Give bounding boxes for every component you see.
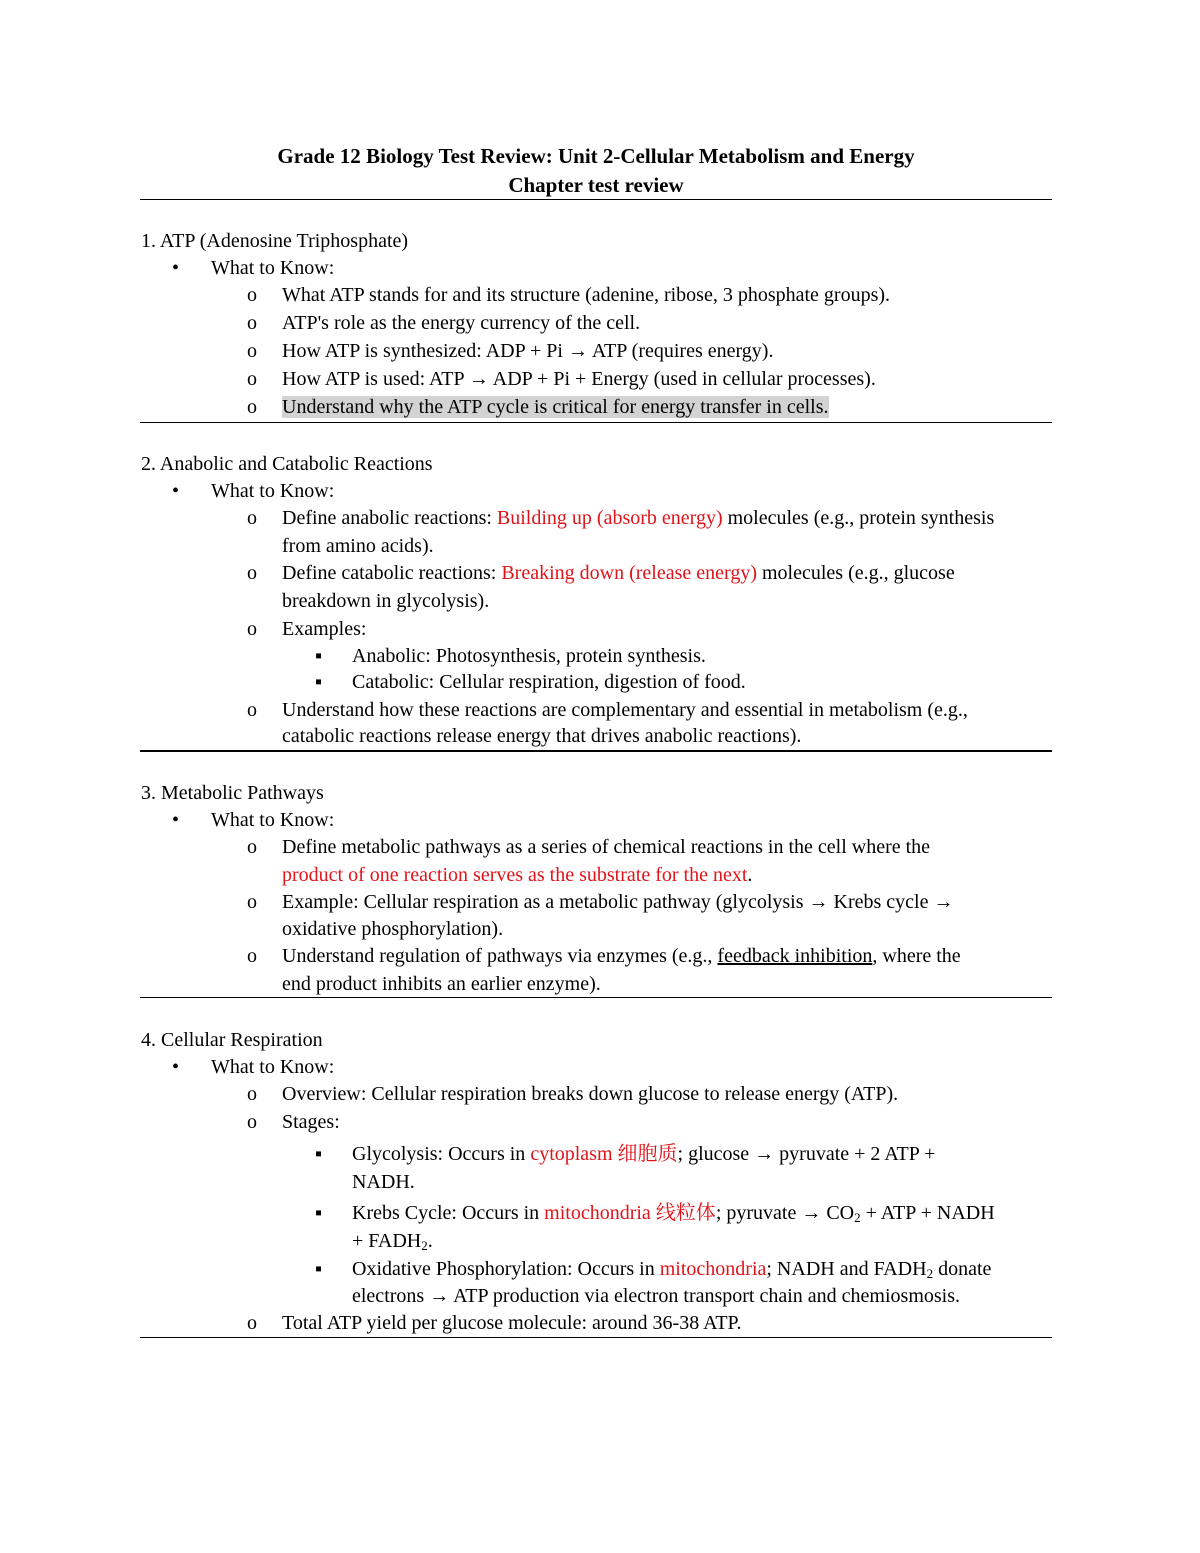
sub-list-item: Catabolic: Cellular respiration, digestion of food. xyxy=(352,671,746,693)
page-header xyxy=(140,142,1052,200)
text-run: + ATP + NADH xyxy=(860,1202,995,1224)
section-2-heading: 2. Anabolic and Catabolic Reactions xyxy=(141,453,433,475)
list-item: Define metabolic pathways as a series of chemical reactions in the cell where the xyxy=(282,836,931,858)
what-to-know-label: What to Know: xyxy=(211,1056,335,1078)
sub-list-item-continuation: electrons → ATP production via electron transport chain and chemiosmosis. xyxy=(352,1285,961,1307)
list-item xyxy=(282,943,961,970)
header-divider xyxy=(140,199,1052,200)
list-marker: ▪ xyxy=(315,645,323,667)
list-marker: ▪ xyxy=(315,1258,323,1280)
list-marker: ▪ xyxy=(315,1202,323,1224)
red-text: mitochondria xyxy=(659,1258,767,1280)
what-to-know-label: What to Know: xyxy=(211,480,335,502)
sub-list-item: Anabolic: Photosynthesis, protein synthesis. xyxy=(352,645,706,667)
list-marker: o xyxy=(247,618,257,640)
list-marker: o xyxy=(247,340,257,362)
bullet-marker: • xyxy=(172,1056,180,1078)
list-item: ATP's role as the energy currency of the cell. xyxy=(282,312,641,334)
list-marker: o xyxy=(247,368,257,390)
text-run: ; glucose → pyruvate + 2 ATP + xyxy=(677,1143,936,1165)
subscript: 2 xyxy=(854,1210,861,1225)
page-subtitle: Chapter test review xyxy=(508,173,684,197)
text-run: Krebs Cycle: Occurs in xyxy=(352,1202,545,1224)
section-4-heading: 4. Cellular Respiration xyxy=(141,1029,323,1051)
list-item: Example: Cellular respiration as a metabolic pathway (glycolysis → Krebs cycle → xyxy=(282,891,954,913)
page-title: Grade 12 Biology Test Review: Unit 2-Cellular Metabolism and Energy xyxy=(277,144,915,168)
text-run: + FADH xyxy=(352,1230,422,1252)
red-text: mitochondria 线粒体 xyxy=(544,1202,716,1224)
bullet-marker: • xyxy=(172,809,180,831)
text-run: donate xyxy=(933,1258,992,1280)
sub-list-item-continuation: NADH. xyxy=(352,1171,415,1193)
list-item xyxy=(282,560,955,587)
list-marker: o xyxy=(247,312,257,334)
what-to-know-label: What to Know: xyxy=(211,257,335,279)
list-marker: o xyxy=(247,945,257,967)
text-run: molecules (e.g., glucose xyxy=(756,562,955,584)
red-text: Breaking down (release energy) xyxy=(501,562,757,584)
list-item: Total ATP yield per glucose molecule: around 36-38 ATP. xyxy=(282,1312,742,1334)
list-item xyxy=(282,505,994,532)
list-marker: ▪ xyxy=(315,671,323,693)
underlined-text: feedback inhibition xyxy=(717,945,873,967)
list-item-continuation: end product inhibits an earlier enzyme). xyxy=(282,973,601,995)
section-3-heading: 3. Metabolic Pathways xyxy=(141,782,324,804)
list-item-continuation: catabolic reactions release energy that drives anabolic reactions). xyxy=(282,725,802,747)
sub-list-item xyxy=(352,1141,935,1168)
list-item: Examples: xyxy=(282,618,367,640)
list-marker: o xyxy=(247,562,257,584)
red-text: product of one reaction serves as the substrate for the next xyxy=(282,864,748,886)
section-1-divider xyxy=(140,422,1052,423)
text-run: Define catabolic reactions: xyxy=(282,562,502,584)
text-run: . xyxy=(427,1230,433,1252)
list-item-continuation xyxy=(282,862,752,889)
list-marker: o xyxy=(247,1312,257,1334)
highlighted-text: Understand why the ATP cycle is critical for energy transfer in cells. xyxy=(282,396,829,418)
list-item-continuation: from amino acids). xyxy=(282,535,434,557)
text-run: ; NADH and FADH xyxy=(766,1258,927,1280)
red-text: cytoplasm 细胞质 xyxy=(530,1143,678,1165)
list-marker: o xyxy=(247,699,257,721)
list-item: How ATP is synthesized: ADP + Pi → ATP (requires energy). xyxy=(282,340,774,362)
section-2-divider xyxy=(140,750,1052,752)
list-item-continuation: oxidative phosphorylation). xyxy=(282,918,504,940)
text-run: , where the xyxy=(872,945,961,967)
list-marker: o xyxy=(247,507,257,529)
sub-list-item-continuation xyxy=(352,1228,433,1255)
text-run: Understand regulation of pathways via enzymes (e.g., xyxy=(282,945,718,967)
list-item: Understand how these reactions are complementary and essential in metabolism (e.g., xyxy=(282,699,968,721)
list-marker: o xyxy=(247,396,257,418)
list-marker: ▪ xyxy=(315,1143,323,1165)
text-run: Oxidative Phosphorylation: Occurs in xyxy=(352,1258,660,1280)
sub-list-item xyxy=(352,1256,991,1283)
text-run: Glycolysis: Occurs in xyxy=(352,1143,531,1165)
section-3-divider xyxy=(140,997,1052,998)
list-item-highlighted xyxy=(282,394,829,421)
section-1-heading: 1. ATP (Adenosine Triphosphate) xyxy=(141,230,409,252)
list-item: Overview: Cellular respiration breaks down glucose to release energy (ATP). xyxy=(282,1083,899,1105)
list-item: Stages: xyxy=(282,1111,340,1133)
list-marker: o xyxy=(247,836,257,858)
subscript: 2 xyxy=(926,1266,934,1281)
list-item: How ATP is used: ATP → ADP + Pi + Energy (used in cellular processes). xyxy=(282,368,876,390)
red-text: Building up (absorb energy) xyxy=(496,507,723,529)
list-marker: o xyxy=(247,1111,257,1133)
text-run: . xyxy=(747,864,753,886)
list-marker: o xyxy=(247,891,257,913)
text-run: molecules (e.g., protein synthesis xyxy=(722,507,995,529)
text-run: ; pyruvate → CO xyxy=(715,1202,855,1224)
bullet-marker: • xyxy=(172,480,180,502)
text-run: Define anabolic reactions: xyxy=(282,507,497,529)
section-4-divider xyxy=(140,1337,1052,1338)
bullet-marker: • xyxy=(172,257,180,279)
list-item: What ATP stands for and its structure (adenine, ribose, 3 phosphate groups). xyxy=(282,284,891,306)
what-to-know-label: What to Know: xyxy=(211,809,335,831)
subscript: 2 xyxy=(421,1238,428,1253)
sub-list-item xyxy=(352,1200,995,1227)
list-marker: o xyxy=(247,1083,257,1105)
list-item-continuation: breakdown in glycolysis). xyxy=(282,590,490,612)
list-marker: o xyxy=(247,284,257,306)
